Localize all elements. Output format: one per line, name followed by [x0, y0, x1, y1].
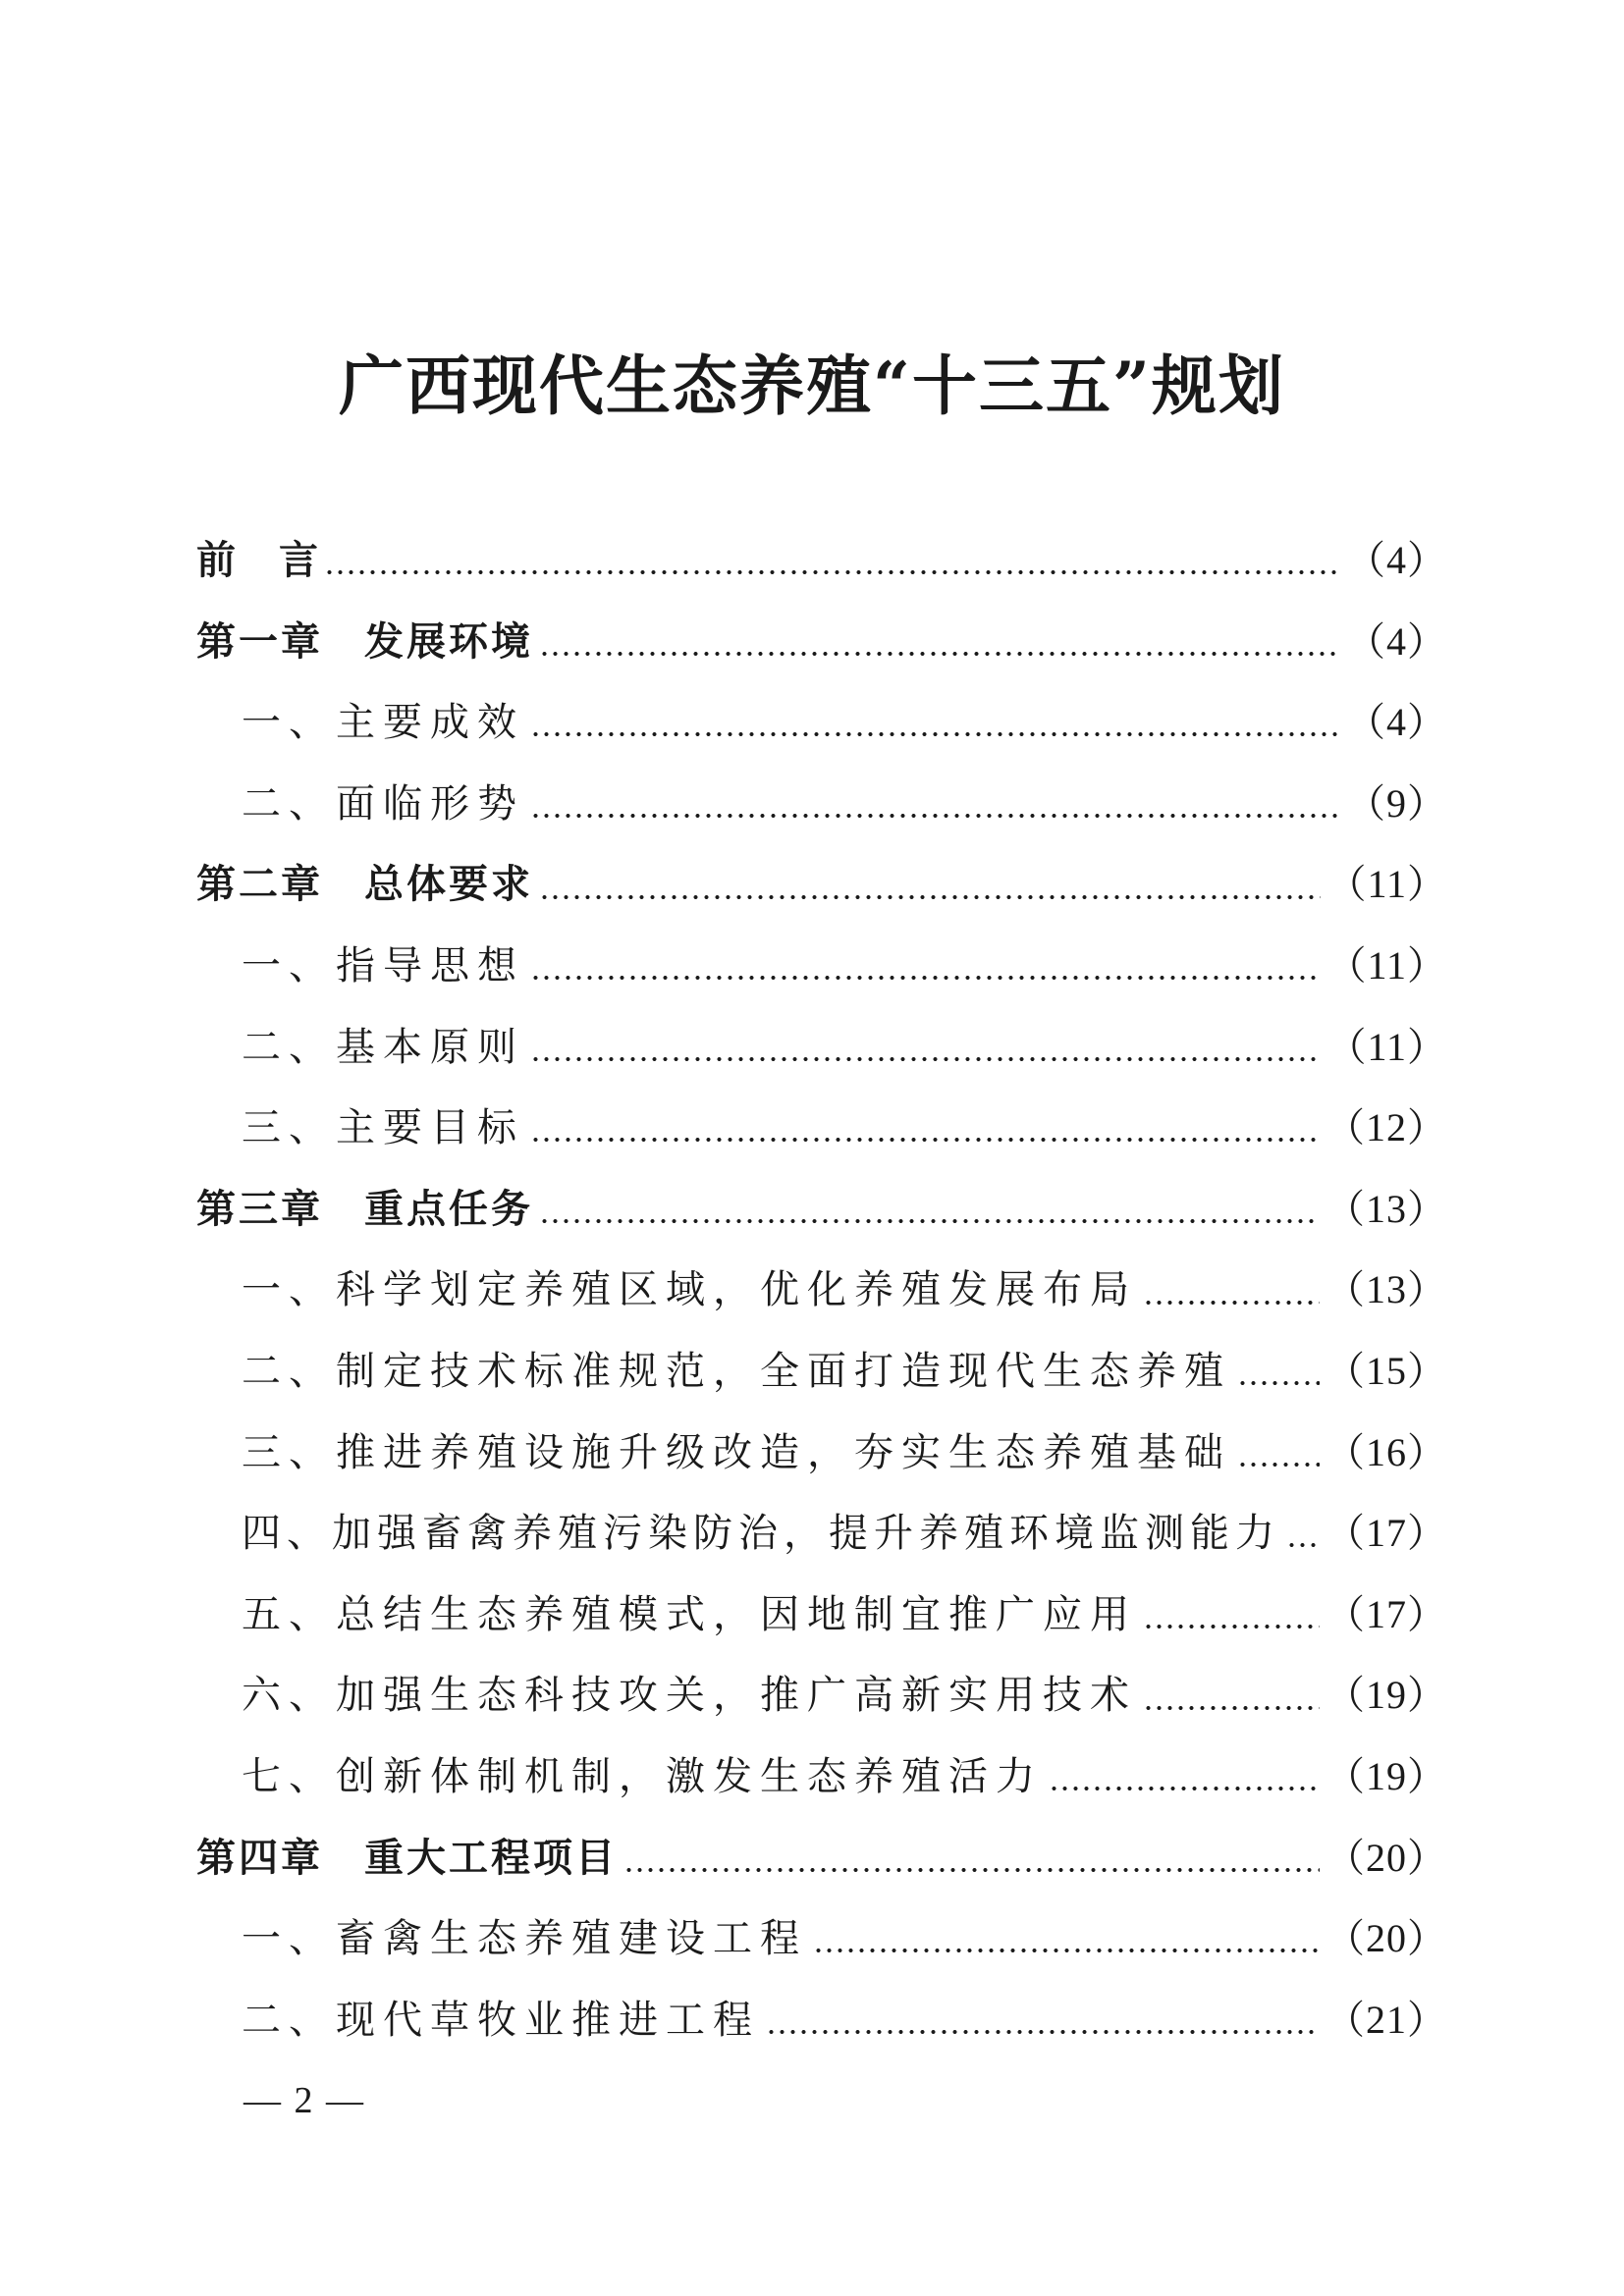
toc-dot-leader	[766, 2025, 1320, 2039]
toc-chapter-number: 第二章	[196, 861, 323, 908]
toc-entry-section	[196, 926, 1447, 1007]
page-title: 广西现代生态养殖“十三五”规划	[339, 347, 1285, 424]
toc-dot-leader	[1286, 1538, 1320, 1552]
toc-chapter-title: 发展环境	[364, 617, 533, 665]
toc-entry-chapter-1	[196, 602, 1447, 683]
toc-page-number: （19）	[1326, 1753, 1447, 1798]
toc-entry-chapter-4	[196, 1818, 1447, 1899]
toc-dot-leader	[539, 647, 1340, 661]
toc-page-number: （13）	[1326, 1186, 1447, 1231]
toc-dot-leader	[530, 727, 1340, 741]
toc-entry-section	[196, 1575, 1447, 1656]
toc-dot-leader	[1143, 1620, 1320, 1633]
toc-dot-leader	[539, 890, 1321, 904]
toc-dot-leader	[813, 1944, 1320, 1957]
toc-dot-leader	[1049, 1782, 1320, 1795]
toc-chapter-title: 重大工程项目	[364, 1834, 618, 1881]
toc-entry-label: 二、基本原则	[242, 1024, 524, 1070]
toc-page-number: （21）	[1326, 1997, 1447, 2042]
toc-entry-label: 一、科学划定养殖区域，优化养殖发展布局	[242, 1267, 1137, 1313]
toc-dot-leader	[623, 1863, 1320, 1877]
toc-entry-label	[196, 520, 318, 602]
toc-page-number: （9）	[1346, 780, 1447, 826]
toc-entry-section	[196, 1331, 1447, 1413]
toc-dot-leader	[539, 1214, 1320, 1228]
toc-entry-label: 二、制定技术标准规范，全面打造现代生态养殖	[242, 1348, 1231, 1394]
toc-dot-leader	[324, 565, 1340, 579]
toc-entry-label: 一、主要成效	[242, 700, 524, 746]
toc-page-number: （16）	[1326, 1429, 1447, 1474]
toc-entry-label: 五、总结生态养殖模式，因地制宜推广应用	[242, 1591, 1137, 1637]
toc-chapter-title: 重点任务	[364, 1185, 533, 1232]
toc-dot-leader	[530, 1052, 1321, 1066]
toc-preface-char-1: 前	[196, 537, 236, 583]
toc-dot-leader	[530, 809, 1340, 823]
toc-page-number: （15）	[1326, 1348, 1447, 1393]
toc-entry-label: 六、加强生态科技攻关，推广高新实用技术	[242, 1673, 1137, 1719]
toc-entry-label: 三、主要目标	[242, 1105, 524, 1151]
toc-entry-section	[196, 682, 1447, 764]
toc-page-number: （4）	[1346, 538, 1447, 582]
toc-chapter-number: 第四章	[196, 1834, 323, 1881]
toc-preface-char-2: 言	[279, 537, 318, 583]
toc-entry-label	[196, 1169, 533, 1251]
toc-page-number: （4）	[1346, 700, 1447, 745]
toc-entry-label: 四、加强畜禽养殖污染防治，提升养殖环境监测能力	[242, 1511, 1280, 1557]
toc-page-number: （20）	[1326, 1835, 1447, 1880]
toc-page-number: （11）	[1326, 942, 1447, 988]
toc-entry-label: 一、指导思想	[242, 942, 524, 988]
toc-entry-section	[196, 764, 1447, 845]
toc-entry-chapter-2	[196, 844, 1447, 926]
toc-entry-label: 二、面临形势	[242, 780, 524, 827]
toc-entry-section	[196, 1250, 1447, 1331]
toc-page-number: （11）	[1326, 862, 1447, 907]
toc-chapter-number: 第三章	[196, 1185, 323, 1232]
toc-entry-section	[196, 1007, 1447, 1089]
toc-entry-section	[196, 1413, 1447, 1494]
toc-entry-preface	[196, 520, 1447, 602]
toc-entry-section	[196, 1088, 1447, 1169]
toc-page-number: （17）	[1326, 1511, 1447, 1556]
toc-dot-leader	[1237, 1458, 1320, 1471]
toc-chapter-number: 第一章	[196, 617, 323, 665]
toc-page-number: （20）	[1326, 1916, 1447, 1961]
toc-dot-leader	[530, 1133, 1320, 1147]
toc-entry-label	[196, 844, 533, 926]
toc-dot-leader	[1143, 1701, 1320, 1715]
toc-entry-label	[196, 1818, 618, 1899]
table-of-contents	[196, 520, 1447, 2060]
toc-entry-section	[196, 1493, 1447, 1575]
toc-page-number: （11）	[1326, 1024, 1447, 1069]
toc-entry-section	[196, 1655, 1447, 1736]
toc-dot-leader	[530, 971, 1321, 985]
toc-entry-label: 七、创新体制机制，激发生态养殖活力	[242, 1753, 1043, 1799]
toc-page-number: （19）	[1326, 1673, 1447, 1718]
toc-dot-leader	[1143, 1296, 1320, 1309]
toc-dot-leader	[1237, 1376, 1320, 1390]
toc-chapter-title: 总体要求	[364, 861, 533, 908]
toc-entry-section	[196, 1736, 1447, 1818]
toc-page-number: （4）	[1346, 618, 1447, 664]
toc-entry-label: 二、现代草牧业推进工程	[242, 1997, 760, 2043]
page-number: — 2 —	[244, 2080, 365, 2121]
toc-entry-section	[196, 1898, 1447, 1980]
toc-entry-label: 三、推进养殖设施升级改造，夯实生态养殖基础	[242, 1429, 1231, 1475]
toc-entry-label: 一、畜禽生态养殖建设工程	[242, 1916, 807, 1962]
toc-page-number: （17）	[1326, 1591, 1447, 1636]
toc-entry-chapter-3	[196, 1169, 1447, 1251]
toc-entry-section	[196, 1980, 1447, 2061]
toc-entry-label	[196, 602, 533, 683]
toc-page-number: （12）	[1326, 1105, 1447, 1150]
toc-page-number: （13）	[1326, 1267, 1447, 1312]
